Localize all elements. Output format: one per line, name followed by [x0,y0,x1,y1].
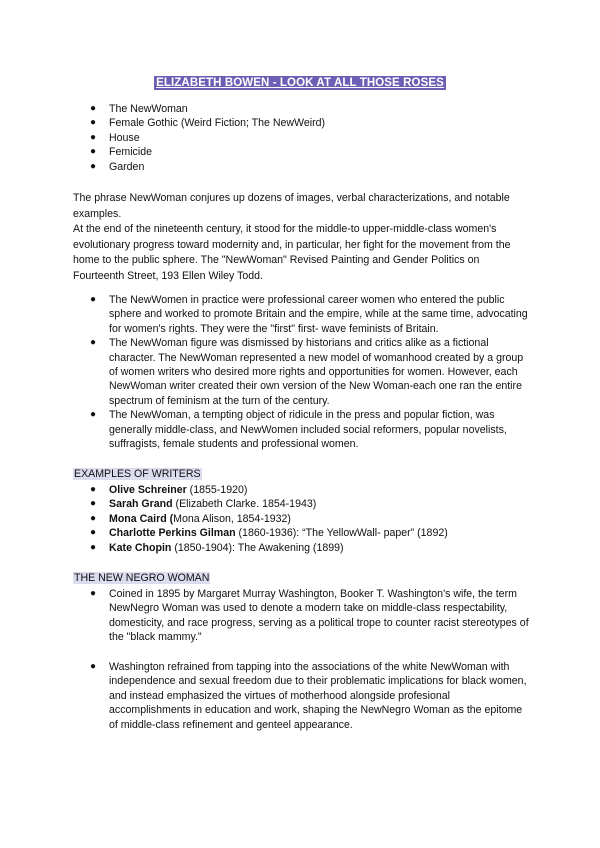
list-item: ● House [90,131,140,144]
list-item: ● Garden [90,160,145,173]
writers-heading: EXAMPLES OF WRITERS [74,468,201,480]
list-item: ● The NewWoman figure was dismissed by historians and critics alike as a fictional character. The NewWoman represented a new model of womanhood created by a group of women writers who desired more rights and opportunities for women. However, each NewWoman writer created their own version of the New Woman-each one ran the entire spectrum of feminism at the turn of the century. [90,337,524,407]
list-item: ● Femicide [90,146,152,159]
page-title-text: ELIZABETH BOWEN - LOOK AT ALL THOSE ROSES [156,77,444,89]
list-item: ● Female Gothic (Weird Fiction; The NewWeird) [90,117,326,130]
negro-woman-list-1 [73,587,533,645]
list-item: ● The NewWoman, a tempting object of ridicule in the press and popular fiction, was generally middle-class, and NewWomen included social reformers, popular novelists, suffragists, female students and professional women. [90,409,507,451]
intro-paragraph-1: The phrase NewWoman conjures up dozens of images, verbal characterizations, and notable examples. [73,192,510,220]
page-title [0,73,600,91]
writers-list [73,483,533,555]
list-item: ● The NewWomen in practice were professional career women who entered the public sphere and worked to promote Britain and the empire, while at the same time, advocating for women's rights. They were the "first" first- wave feminists of Britain. [90,294,528,335]
list-item: ● Olive Schreiner (1855-1920) [90,484,248,496]
negro-woman-list-2 [73,660,533,732]
list-item: ● Kate Chopin (1850-1904): The Awakening (1899) [90,541,344,554]
list-item: ● Coined in 1895 by Margaret Murray Washington, Booker T. Washington's wife, the term NewNegro Woman was used to denote a modern take on middle-class respectability, domesticity, and race progress, serving as a political trope to counter racist stereotypes of the "black mammy." [90,588,529,644]
new-woman-list [73,293,533,451]
topic-list [73,102,533,174]
intro-paragraph-2: At the end of the nineteenth century, it stood for the middle-to upper-middle-class women's evolutionary progress toward modernity and, in particular, her fight for the movement from the home to the public sphere. The "NewWoman" Revised Painting and Gender Politics on Fourteenth Street, 193 Ellen Wiley Todd. [73,223,511,282]
list-item: ● The NewWoman [90,103,188,115]
list-item: ● Washington refrained from tapping into the associations of the white NewWoman with independence and sexual freedom due to their problematic implications for black women, and instead emphasized the virtues of motherhood alongside profesional accomplishments in education and work, shaping the NewNegro Woman as the epitome of middle-class refinement and genteel appearance. [90,661,527,731]
list-item: ● Sarah Grand (Elizabeth Clarke. 1854-1943) [90,498,317,511]
negro-woman-heading: THE NEW NEGRO WOMAN [74,572,210,584]
list-item: ● Mona Caird (Mona Alison, 1854-1932) [90,512,291,525]
list-item: ● Charlotte Perkins Gilman (1860-1936): “The YellowWall- paper” (1892) [90,527,448,540]
